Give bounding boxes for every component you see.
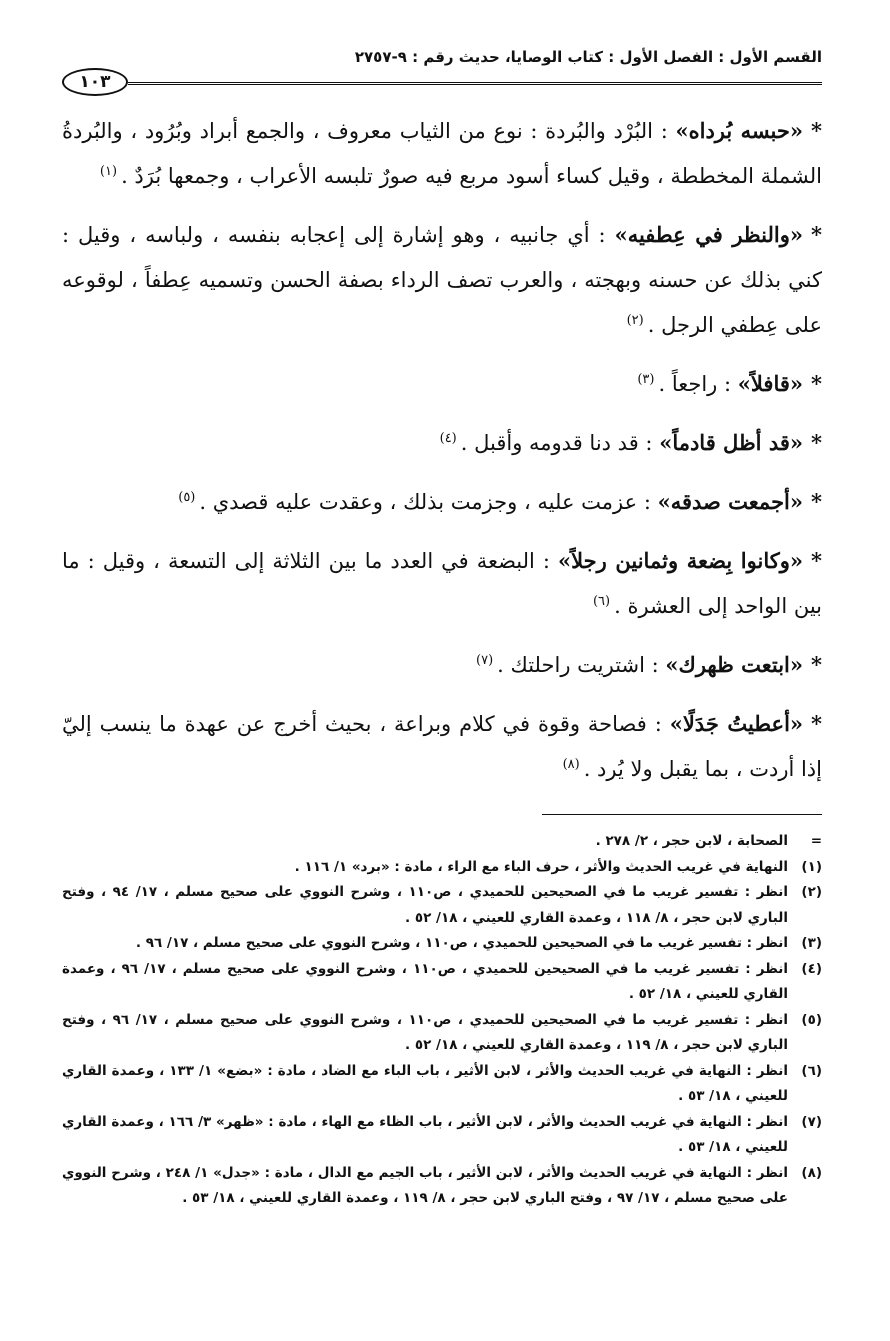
footnote-divider — [542, 814, 822, 815]
footnote-item — [62, 1059, 822, 1110]
footnote-item — [62, 1008, 822, 1059]
footnote-ref: (٦) — [592, 594, 611, 609]
footnote-text: انظر : تفسير غريب ما في الصحيحين للحميدي ، ص١١٠ ، وشرح النووي على صحيح مسلم ، ١٧/ ٩٤ ، وفتح الباري لابن حجر ، ٨/ ١١٨ ، وعمدة القاري للعيني ، ١٨/ ٥٢ . — [62, 884, 788, 926]
footnote-ref: (٨) — [562, 757, 580, 772]
star-bullet: * — [811, 118, 822, 143]
entry-definition: : البُرْد والبُردة : نوع من الثياب معروف ، والجمع أبراد وبُرُود ، والبُردةُ الشملة المخططة ، وقيل كساء أسود مربع فيه صورٌ تلبسه الأعراب ، وجمعها بُرَدٌ . — [62, 119, 822, 188]
entry-definition: : أي جانبيه ، وهو إشارة إلى إعجابه بنفسه ، ولباسه ، وقيل : كني بذلك عن حسنه وبهجته ، والعرب تصف الرداء بصفة الحسن وتسميه عِطفاً ، لوقوعه على عِطفي الرجل . — [62, 223, 822, 337]
star-bullet: * — [811, 371, 822, 396]
footnote-item — [62, 1161, 822, 1212]
star-bullet: * — [811, 430, 822, 455]
footnote-text: انظر : تفسير غريب ما في الصحيحين للحميدي ، ص١١٠ ، وشرح النووي على صحيح مسلم ، ١٧/ ٩٦ . — [135, 935, 788, 951]
glossary-entry — [62, 642, 822, 688]
footnote-text: انظر : تفسير غريب ما في الصحيحين للحميدي ، ص١١٠ ، وشرح النووي على صحيح مسلم ، ١٧/ ٩٦ ، وفتح الباري لابن حجر ، ٨/ ١١٩ ، وعمدة القاري للعيني ، ١٨/ ٥٢ . — [62, 1011, 788, 1053]
header-divider — [128, 82, 822, 85]
entry-term: «أجمعت صدقه» — [657, 489, 804, 514]
footnote-text: انظر : تفسير غريب ما في الصحيحين للحميدي ، ص١١٠ ، وشرح النووي على صحيح مسلم ، ١٧/ ٩٦ ، وعمدة القاري للعيني ، ١٨/ ٥٢ . — [62, 960, 788, 1002]
footnote-item — [62, 1110, 822, 1161]
entry-term: «والنظر في عِطفيه» — [614, 222, 803, 247]
entry-definition: : راجعاً . — [658, 372, 738, 396]
page-header — [62, 40, 822, 98]
footnote-number: (٤) — [801, 960, 822, 977]
glossary-entry — [62, 361, 822, 407]
star-bullet: * — [811, 652, 822, 677]
footnote-text: انظر : النهاية في غريب الحديث والأثر ، لابن الأثير ، باب الظاء مع الهاء ، مادة : «ظهر» ٣/ ١٦٦ ، وعمدة القاري للعيني ، ١٨/ ٥٣ . — [62, 1113, 788, 1155]
footnote-number: (٨) — [801, 1164, 822, 1181]
footnote-item — [62, 880, 822, 931]
entry-definition: : قد دنا قدومه وأقبل . — [460, 431, 660, 455]
glossary-entry — [62, 701, 822, 792]
footnote-number: (٥) — [801, 1011, 822, 1028]
entry-definition: : البضعة في العدد ما بين الثلاثة إلى التسعة ، وقيل : ما بين الواحد إلى العشرة . — [62, 549, 822, 618]
footnote-item — [62, 855, 822, 881]
footnote-text: الصحابة ، لابن حجر ، ٢/ ٢٧٨ . — [595, 833, 788, 849]
footnote-ref: (٥) — [178, 490, 196, 505]
footnote-item — [62, 931, 822, 957]
running-title: القسم الأول : الفصل الأول : كتاب الوصايا، حديث رقم : ٩-٢٧٥٧ — [354, 48, 822, 66]
entry-term: «قافلاً» — [737, 371, 804, 396]
footnote-number: (٦) — [801, 1062, 822, 1079]
entry-definition: : اشتريت راحلتك . — [497, 653, 666, 677]
footnote-ref: (٣) — [637, 372, 655, 387]
footnote-item — [62, 829, 822, 855]
entry-term: «وكانوا بِضعة وثمانين رجلاً» — [557, 548, 803, 573]
star-bullet: * — [811, 711, 823, 736]
entry-term: «حبسه بُرداه» — [675, 118, 804, 143]
book-page — [62, 40, 822, 1212]
footnote-ref: (٧) — [476, 653, 494, 668]
glossary-entry — [62, 479, 822, 525]
entry-term: «قد أظل قادماً» — [659, 430, 804, 455]
entry-term: «أعطيتُ جَدَلًا» — [669, 711, 804, 736]
page-number: ١٠٣ — [62, 68, 128, 96]
glossary-entry — [62, 212, 822, 348]
footnote-text: انظر : النهاية في غريب الحديث والأثر ، لابن الأثير ، باب الباء مع الضاد ، مادة : «بضع» ١/ ١٣٣ ، وعمدة القاري للعيني ، ١٨/ ٥٣ . — [62, 1062, 788, 1104]
footnote-number: (٧) — [801, 1113, 822, 1130]
entry-definition: : فصاحة وقوة في كلام وبراعة ، بحيث أخرج عن عهدة ما ينسب إليّ إذا أردت ، بما يقبل ولا يُرد . — [62, 712, 822, 781]
footnote-ref: (١) — [99, 164, 118, 179]
star-bullet: * — [811, 222, 822, 247]
entry-term: «ابتعت ظهرك» — [665, 652, 804, 677]
footnote-ref: (٤) — [439, 431, 457, 446]
star-bullet: * — [811, 548, 822, 573]
footnote-number: = — [810, 833, 822, 849]
footnote-text: انظر : النهاية في غريب الحديث والأثر ، لابن الأثير ، باب الجيم مع الدال ، مادة : «جدل» ١/ ٢٤٨ ، وشرح النووي على صحيح مسلم ، ١٧/ ٩٧ ، وفتح الباري لابن حجر ، ٨/ ١١٩ ، وعمدة القاري للعيني ، ١٨/ ٥٣ . — [62, 1164, 788, 1206]
glossary-entry — [62, 108, 822, 199]
star-bullet: * — [811, 489, 822, 514]
footnote-text: النهاية في غريب الحديث والأثر ، حرف الباء مع الراء ، مادة : «برد» ١/ ١١٦ . — [294, 858, 788, 875]
entry-definition: : عزمت عليه ، وجزمت بذلك ، وعقدت عليه قصدي . — [199, 490, 658, 514]
footnote-number: (١) — [801, 858, 822, 875]
main-text — [62, 108, 822, 792]
glossary-entry — [62, 420, 822, 466]
footnote-item — [62, 957, 822, 1008]
footnote-number: (٢) — [801, 884, 822, 900]
glossary-entry — [62, 538, 822, 629]
footnote-ref: (٢) — [626, 313, 644, 328]
footnotes — [62, 829, 822, 1212]
footnote-number: (٣) — [801, 935, 822, 951]
